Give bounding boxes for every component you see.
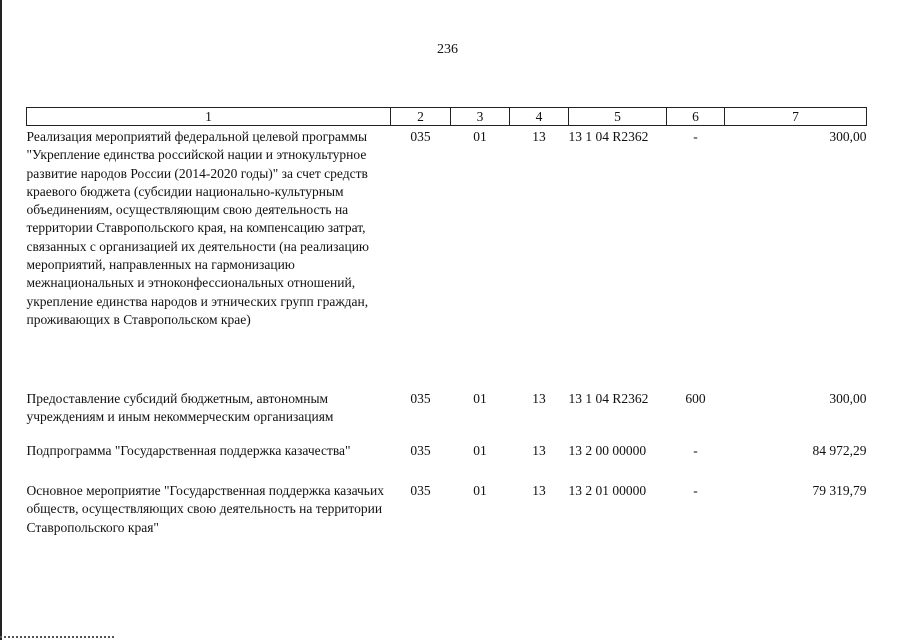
row-name: Подпрограмма "Государственная поддержка казачества" bbox=[26, 443, 351, 458]
table-row bbox=[27, 390, 867, 442]
row-target-code: 13 2 00 00000 bbox=[568, 443, 647, 458]
row-subsection-code: 13 bbox=[532, 391, 546, 406]
row-amount: 300,00 bbox=[829, 129, 867, 144]
row-amount: 300,00 bbox=[829, 391, 867, 406]
table-row bbox=[27, 126, 867, 391]
column-header: 7 bbox=[725, 108, 867, 126]
row-ministry-code: 035 bbox=[410, 443, 431, 458]
row-section-code: 01 bbox=[473, 391, 487, 406]
row-subsection-code: 13 bbox=[532, 483, 546, 498]
row-target-code: 13 1 04 R2362 bbox=[568, 391, 649, 406]
column-header: 4 bbox=[510, 108, 569, 126]
left-margin-rule bbox=[0, 0, 2, 640]
table-row bbox=[27, 482, 867, 537]
row-name: Основное мероприятие "Государственная поддержка казачьих обществ, осуществляющих свою деятельность на территории Ставропольского края" bbox=[26, 483, 384, 535]
row-amount: 84 972,29 bbox=[812, 443, 867, 458]
column-header: 6 bbox=[667, 108, 725, 126]
row-subsection-code: 13 bbox=[532, 129, 546, 144]
row-ministry-code: 035 bbox=[410, 391, 431, 406]
row-section-code: 01 bbox=[473, 443, 487, 458]
row-name: Предоставление субсидий бюджетным, автономным учреждениям и иным некоммерческим организациям bbox=[26, 391, 334, 425]
column-header: 1 bbox=[27, 108, 391, 126]
row-expense-type: - bbox=[693, 443, 698, 458]
column-header: 3 bbox=[451, 108, 510, 126]
table-header-row bbox=[27, 108, 867, 126]
row-expense-type: - bbox=[693, 483, 698, 498]
row-section-code: 01 bbox=[473, 483, 487, 498]
budget-table bbox=[26, 107, 867, 537]
row-target-code: 13 2 01 00000 bbox=[568, 483, 647, 498]
column-header: 5 bbox=[569, 108, 667, 126]
row-expense-type: 600 bbox=[685, 391, 706, 406]
row-ministry-code: 035 bbox=[410, 129, 431, 144]
row-ministry-code: 035 bbox=[410, 483, 431, 498]
row-target-code: 13 1 04 R2362 bbox=[568, 129, 649, 144]
table-row bbox=[27, 442, 867, 482]
footer-scan-mark bbox=[0, 636, 115, 638]
page-number: 236 bbox=[437, 42, 458, 57]
row-expense-type: - bbox=[693, 129, 698, 144]
column-header: 2 bbox=[391, 108, 451, 126]
row-subsection-code: 13 bbox=[532, 443, 546, 458]
row-section-code: 01 bbox=[473, 129, 487, 144]
row-name: Реализация мероприятий федеральной целевой программы "Укрепление единства российской нации и этнокультурное развитие народов России (2014-2020 годы)" за счет средств краевого бюджета (субсидии национально-культурным объединениям, осуществляющим свою деятельность на территории Ставропольского края, на компенсацию затрат, связанных с организацией их деятельности (на реализацию мероприятий, направленных на гармонизацию межнациональных и этноконфессиональных отношений, укрепление единства народов и этнических групп граждан, проживающих в Ставропольском крае) bbox=[26, 129, 370, 327]
row-amount: 79 319,79 bbox=[812, 483, 867, 498]
